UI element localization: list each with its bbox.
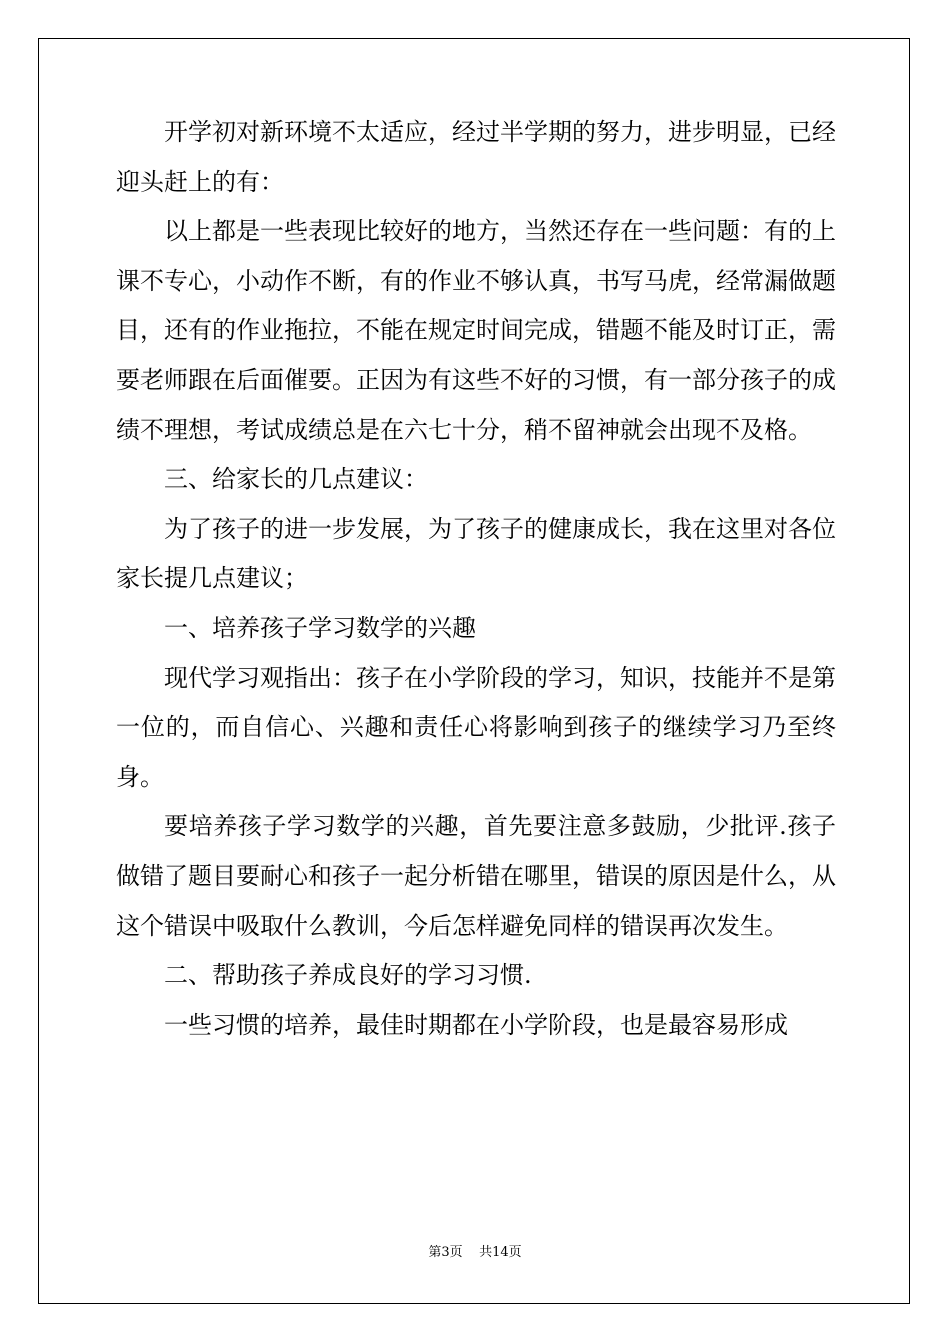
paragraph-9: 一些习惯的培养，最佳时期都在小学阶段，也是最容易形成 [164, 1010, 788, 1039]
paragraph-4: 为了孩子的进一步发展，为了孩子的健康成长，我在这里对各位家长提几点建议； [116, 514, 836, 593]
paragraph-3: 三、给家长的几点建议： [164, 465, 428, 494]
paragraph-7: 要培养孩子学习数学的兴趣，首先要注意多鼓励，少批评.孩子做错了题目要耐心和孩子一起分析错在哪里，错误的原因是什么，从这个错误中吸取什么教训，今后怎样避免同样的错误再次发生。 [116, 812, 836, 940]
page-footer [0, 1245, 950, 1261]
page-number: 第3页 [428, 1245, 463, 1260]
paragraph-5: 一、培养孩子学习数学的兴趣 [164, 613, 476, 642]
paragraph-1: 开学初对新环境不太适应，经过半学期的努力，进步明显，已经迎头赶上的有： [116, 118, 836, 196]
paragraph-8: 二、帮助孩子养成良好的学习习惯. [164, 961, 532, 990]
document-body [116, 108, 836, 1050]
paragraph-6: 现代学习观指出：孩子在小学阶段的学习，知识，技能并不是第一位的，而自信心、兴趣和责任心将影响到孩子的继续学习乃至终身。 [116, 663, 836, 791]
paragraph-2: 以上都是一些表现比较好的地方，当然还存在一些问题：有的上课不专心，小动作不断，有的作业不够认真，书写马虎，经常漏做题目，还有的作业拖拉，不能在规定时间完成，错题不能及时订正，需要老师跟在后面催要。正因为有这些不好的习惯，有一部分孩子的成绩不理想，考试成绩总是在六七十分，稍不留神就会出现不及格。 [116, 217, 836, 444]
page-total: 共14页 [479, 1245, 522, 1260]
